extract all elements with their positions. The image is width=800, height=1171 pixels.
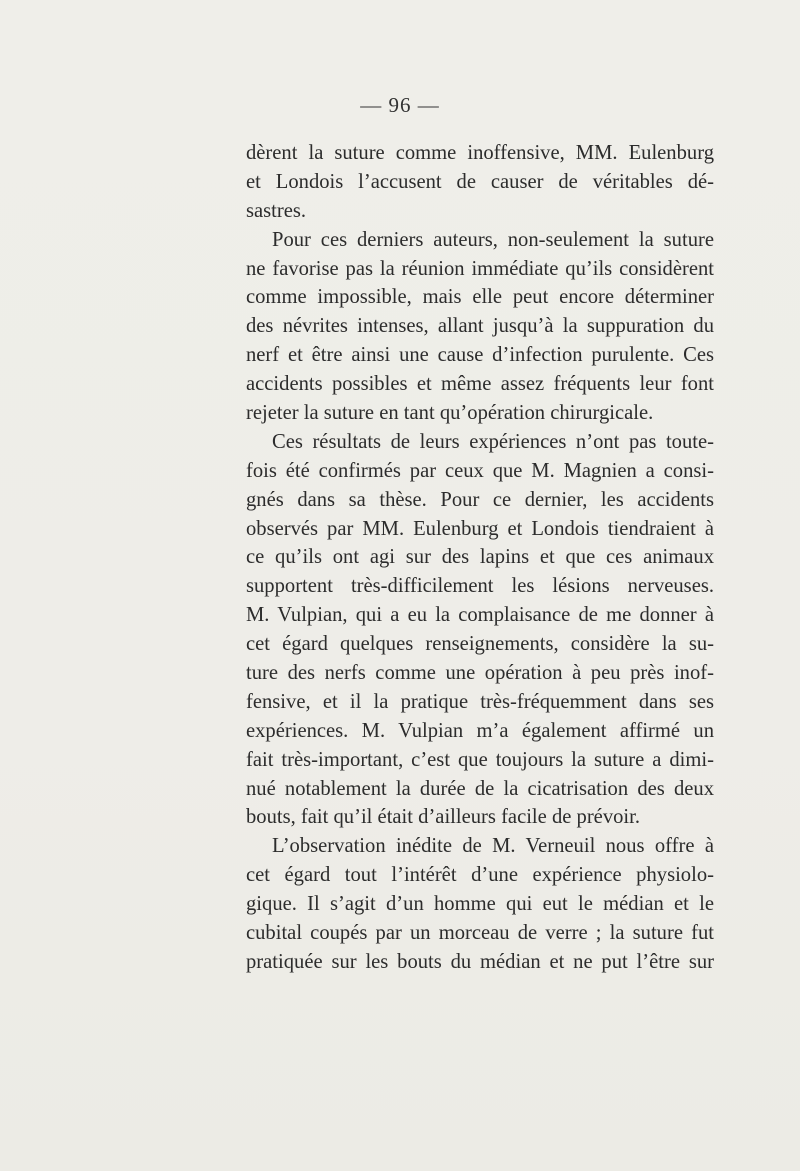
text-line: fait très-important, c’est que toujours la suture a dimi-: [246, 748, 714, 771]
text-line: nué notablement la durée de la cicatrisation des deux: [246, 777, 714, 800]
page-number: — 96 —: [360, 93, 440, 117]
paragraph-start-line: Ces résultats de leurs expériences n’ont pas toute-: [272, 430, 714, 453]
text-line: gnés dans sa thèse. Pour ce dernier, les accidents: [246, 488, 714, 511]
text-line: fois été confirmés par ceux que M. Magnien a consi-: [246, 459, 714, 482]
text-line: M. Vulpian, qui a eu la complaisance de me donner à: [246, 604, 714, 627]
text-line: accidents possibles et même assez fréquents leur font: [246, 373, 714, 396]
text-line: cet égard tout l’intérêt d’une expérience physiolo-: [246, 864, 714, 887]
text-line: nerf et être ainsi une cause d’infection purulente. Ces: [246, 344, 714, 367]
text-line: cubital coupés par un morceau de verre ; la suture fut: [246, 922, 714, 945]
text-line: ture des nerfs comme une opération à peu près inof-: [246, 662, 714, 685]
text-line: bouts, fait qu’il était d’ailleurs facile de prévoir.: [246, 806, 641, 829]
text-line: ce qu’ils ont agi sur des lapins et que ces animaux: [246, 546, 714, 569]
text-line: cet égard quelques renseignements, considère la su-: [246, 633, 714, 656]
text-line: expériences. M. Vulpian m’a également affirmé un: [246, 719, 714, 742]
body-text: [246, 139, 714, 977]
text-line: ne favorise pas la réunion immédiate qu’ils considèrent: [246, 257, 714, 280]
text-line: sastres.: [246, 199, 307, 222]
text-line: observés par MM. Eulenburg et Londois tiendraient à: [246, 517, 714, 540]
text-line: des névrites intenses, allant jusqu’à la suppuration du: [246, 315, 714, 338]
paragraph-start-line: L’observation inédite de M. Verneuil nous offre à: [272, 835, 714, 858]
text-line: pratiquée sur les bouts du médian et ne put l’être sur: [246, 950, 714, 973]
text-line: gique. Il s’agit d’un homme qui eut le médian et le: [246, 893, 714, 916]
text-line: et Londois l’accusent de causer de véritables dé-: [246, 170, 714, 193]
text-line: dèrent la suture comme inoffensive, MM. Eulenburg: [246, 142, 714, 164]
text-line: comme impossible, mais elle peut encore déterminer: [246, 286, 714, 309]
text-line: fensive, et il la pratique très-fréquemment dans ses: [246, 690, 714, 713]
paragraph-start-line: Pour ces derniers auteurs, non-seulement la suture: [272, 228, 714, 251]
text-line: rejeter la suture en tant qu’opération chirurgicale.: [246, 402, 654, 425]
text-line: supportent très-difficilement les lésions nerveuses.: [246, 575, 714, 598]
